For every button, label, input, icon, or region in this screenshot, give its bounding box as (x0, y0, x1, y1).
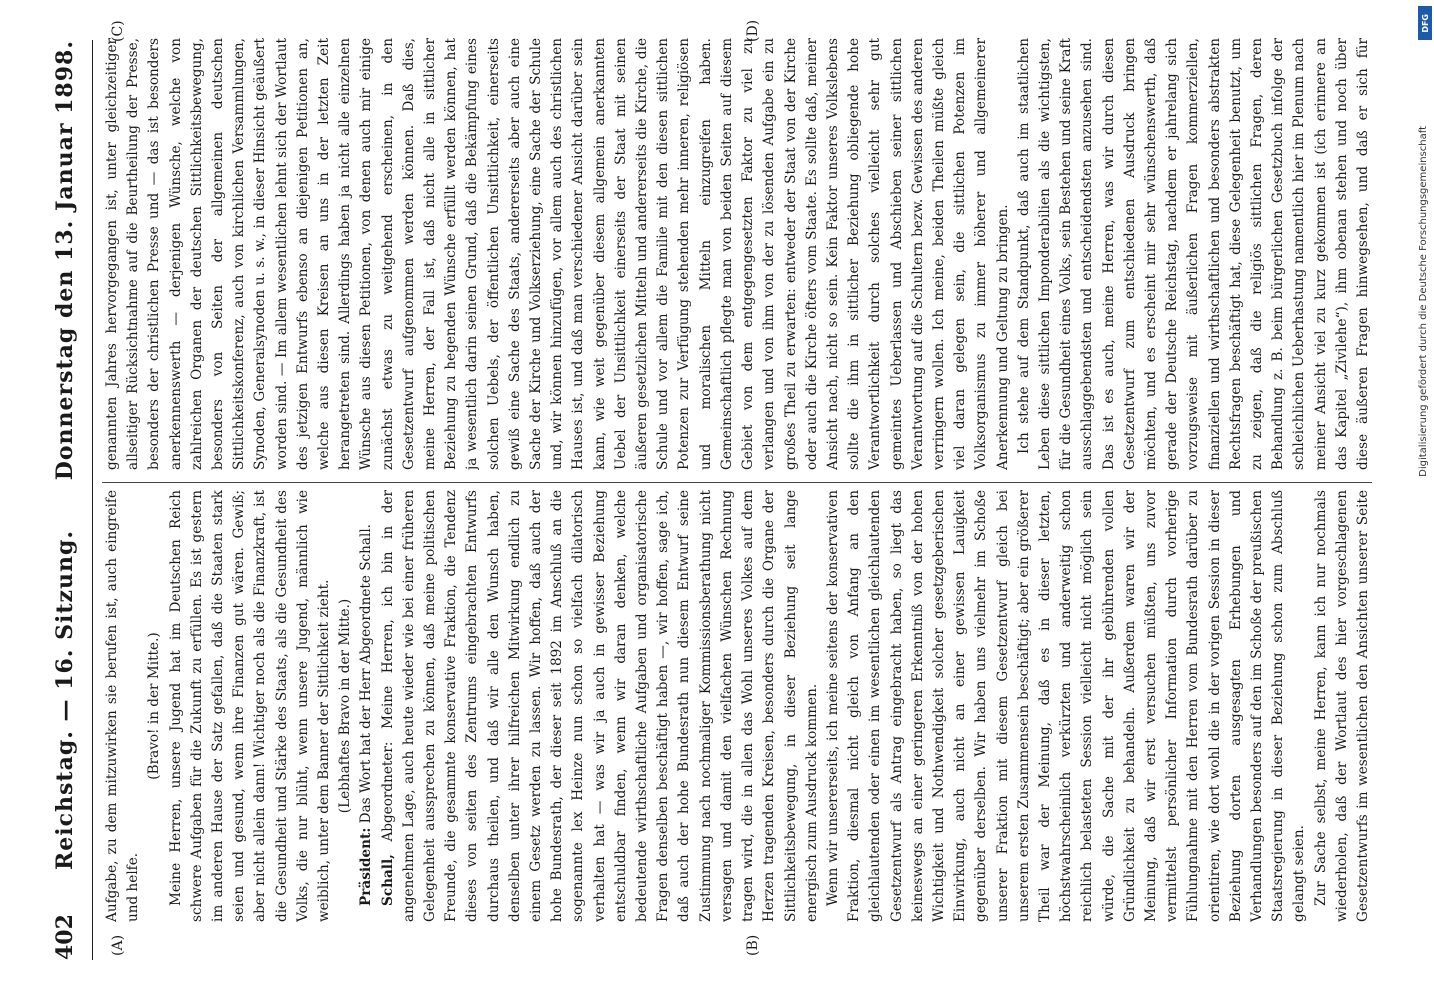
left-column (102, 490, 1372, 922)
paragraph: genannten Jahres hervorgegangen ist, unter gleichzeitiger allseitiger Rücksichtnahme auf die Beurtheilung der Presse, besonders der christlichen Presse und — das ist besonders anerkennenswerth — derjenigen Wünsche, welche von zahlreichen Organen der deutschen Sittlichkeitsbewegung, besonders von Seiten der allgemeinen deutschen Sittlichkeitskonferenz, auch von kirchlichen Versammlungen, Synoden, Generalsynoden u. s. w., in dieser Hinsicht geäußert worden sind. — Im allem wesentlichen lehnt sich der Wortlaut des jetzigen Entwurfs ebenso an diejenigen Petitionen an, welche aus diesen Kreisen an uns in der letzten Zeit herangetreten sind. Allerdings haben ja nicht alle einzelnen Wünsche aus diesen Petitionen, von denen auch mir einige zunächst etwas zu weitgehend erscheinen, in den Gesetzentwurf aufgenommen werden können. Daß dies, meine Herren, der Fall ist, daß nicht alle in sittlicher Beziehung zu hegenden Wünsche erfüllt werden können, hat ja wesentlich darin seinen Grund, daß die Bekämpfung eines solchen Uebels, der öffentlichen Unsittlichkeit, einerseits gewiß eine Sache des Staats, andererseits aber auch eine Sache der Kirche und Volkserziehung, eine Sache der Schule und, wir können hinzufügen, vor allem auch des christlichen Hauses ist, und daß man verschiedener Ansicht darüber sein kann, wie weit gegenüber diesem allgemein anerkannten Uebel der Unsittlichkeit einerseits der Staat mit seinen äußeren gesetzlichen Mitteln und andererseits die Kirche, die Schule und vor allem die Familie mit den diesen sittlichen Potenzen zur Verfügung stehenden mehr inneren, religiösen und moralischen Mitteln einzugreifen haben. Gemeinschaftlich pflegte man von beiden Seiten auf diesem Gebiet von dem entgegengesetzten Faktor zu viel zu verlangen und von ihm von der zu lösenden Aufgabe ein zu großes Theil zu erwarten: entweder der Staat von der Kirche oder auch die Kirche öfters vom Staate. Es sollte daß, meiner Ansicht nach, nicht so sein. Kein Faktor unseres Volkslebens sollte die ihm in sittlicher Beziehung obliegende hohe Verantwortlichkeit durch solches vielleicht sehr gut gemeintes Ueberlassen und Abschieben seiner sittlichen Verantwortung auf die Schultern bezw. Gewissen des anderen verringern wollen. Ich meine, beiden Theilen müßte gleich viel daran gelegen sein, die sittlichen Potenzen im Volksorganismus zu immer höherer und allgemeinerer Anerkennung und Geltung zu bringen. (104, 38, 1011, 470)
speaker-text: Abgeordneter: Meine Herren, ich bin in der angenehmen Lage, auch heute wieder wie bei einer früheren Gelegenheit aussprechen zu können, daß meine politischen Freunde, die gesammte konservative Fraktion, die Tendenz dieses von seiten des Zentrums eingebrachten Entwurfs durchaus theilen, und daß wir alle den Wunsch haben, denselben unter ihrer hilfreichen Mitwirkung endlich zu einem Gesetz werden zu lassen. Wir hoffen, daß auch der hohe Bundesrath, der dieser seit 1892 im Anschluß an die sogenannte lex Heinze nun schon so vielfach dilatorisch verhalten hat — was wir ja auch in gewisser Beziehung entschuldbar finden, wenn wir daran denken, welche bedeutende wirthschaftliche Aufgaben und organisatorische Fragen denselben beschäftigt haben —, wir hoffen, sage ich, daß auch der hohe Bundesrath nun diesem Entwurf seine Zustimmung nach nochmaliger Kommissionsberathung nicht versagen und damit den vielfachen Wünschen Rechnung tragen wird, die in allen das Wohl unseres Volkes auf dem Herzen tragenden Kreisen, besonders durch die Organe der Sittlichkeitsbewegung, in dieser Beziehung seit lange energisch zum Ausdruck kommen. (379, 490, 820, 922)
paragraph: Zur Sache selbst, meine Herren, kann ich nur nochmals wiederholen, daß der Wortlaut des hier vorgeschlagenen Gesetzentwurfs im wesentlichen den Ansichten unserer Seite (1312, 490, 1371, 922)
interjection: (Lebhaftes Bravo in der Mitte.) (337, 598, 354, 814)
speaker-name: Schall, (379, 854, 396, 906)
paragraph: Ich stehe auf dem Standpunkt, daß auch im staatlichen Leben diese sittlichen Imponderabilien als die wichtigsten, für die Gesundheit eines Volks, sein Bestehen und seine Kraft ausschlaggebendsten und entscheidendsten anzusehen sind. Das ist es auch, meine Herren, was wir durch diesen Gesetzentwurf zum entschiedenen Ausdruck bringen möchten, und es erscheint mir sehr wünschenswerth, daß gerade der Deutsche Reichstag, nachdem er jahrelang sich vorzugsweise mit äußerlichen Fragen kommerziellen, finanziellen und wirthschaftlichen und besonders abstrakten Rechtsfragen beschäftigt hat, diese Gelegenheit benutzt, um zu zeigen, daß die religiös sittlichen Fragen, deren Behandlung z. B. beim bürgerlichen Gesetzbuch infolge der schleichlichen Ueberhastung namentlich hier im Plenum nach meiner Ansicht viel zu kurz gekommen ist (ich erinnere an das Kapitel „Zivilehe“), ihm obenan stehen und noch über diese äußeren Fragen hinwegsehen, und daß er sich für (1015, 38, 1371, 470)
header-left-title: Reichstag. — 16. Sitzung. (52, 529, 78, 870)
margin-mark-a: (A) (110, 934, 126, 956)
header-rule (92, 40, 93, 960)
margin-mark-b: (B) (745, 934, 761, 956)
speaker-paragraph (356, 490, 377, 922)
margin-mark-d: (D) (745, 19, 761, 42)
paragraph: Aufgabe, zu dem mitzuwirken sie berufen ist, auch eingreife und helfe. (104, 490, 142, 922)
page-number: 402 (52, 914, 78, 960)
paragraph: Meine Herren, unsere Jugend hat im Deutschen Reich schwere Aufgaben für die Zukunft zu erfüllen. Es ist gestern im anderen Hause der Satz gefallen, daß die Staaten stark seien und gesund, wenn ihre Finanzen gut wären. Gewiß; aber nicht allein dann! Wichtiger noch als die Finanzkraft, ist die Gesundheit und Stärke des Staats, als die Gesundheit des Volks, die nur blüht, wenn unsere Jugend, männlich wie weiblich, unter dem Banner der Sittlichkeit zieht. (167, 490, 333, 922)
paragraph: Wenn wir unsererseits, ich meine seitens der konservativen Fraktion, diesmal nicht gleich von Anfang an den gleichlautenden oder einen im wesentlichen gleichlautenden Gesetzentwurf als Antrag eingebracht haben, so liegt das keineswegs an einer geringeren Erkenntniß von der hohen Wichtigkeit und Nothwendigkeit solcher gesetzgeberischen Einwirkung, auch nicht an einer gewissen Lauigkeit gegenüber derselben. Wir haben uns vielmehr im Schoße unserer Fraktion mit diesem Gesetzentwurf gleich bei unserem ersten Zusammensein beschäftigt; aber ein größerer Theil war der Meinung, daß es in dieser letzten, höchstwahrscheinlich verkürzten und anderweitig schon reichlich belasteten Session vielleicht nicht möglich sein würde, die Sache mit der ihr gebührenden vollen Gründlichkeit zu behandeln. Außerdem waren wir der Meinung, daß wir erst versuchen müßten, uns zuvor vermittelst persönlicher Information durch vorherige Fühlungnahme mit den Herren vom Bundesrath darüber zu orientiren, wie dort wohl die in der vorigen Session in dieser Beziehung dorten ausgesagten Erhebungen und Verhandlungen besonders auf den im Schoße der preußischen Staatsregierung in dieser Beziehung schon zum Abschluß gelangt seien. (824, 490, 1308, 922)
margin-mark-c: (C) (110, 20, 126, 42)
interjection: (Bravo! in der Mitte.) (146, 632, 163, 780)
digitization-credit (1418, 6, 1432, 766)
column-divider (102, 482, 1372, 483)
credit-text: Digitalisierung gefördert durch die Deutsche Forschungsgemeinschaft (1418, 126, 1429, 477)
speaker-text: Das Wort hat der Herr Abgeordnete Schall. (358, 524, 375, 824)
speaker-name: Präsident: (358, 827, 375, 906)
header-right-date: Donnerstag den 13. Januar 1898. (52, 40, 78, 481)
right-column (102, 38, 1372, 470)
running-head (48, 40, 88, 960)
speaker-paragraph (378, 490, 823, 922)
dfg-logo: DFG (1418, 6, 1432, 40)
